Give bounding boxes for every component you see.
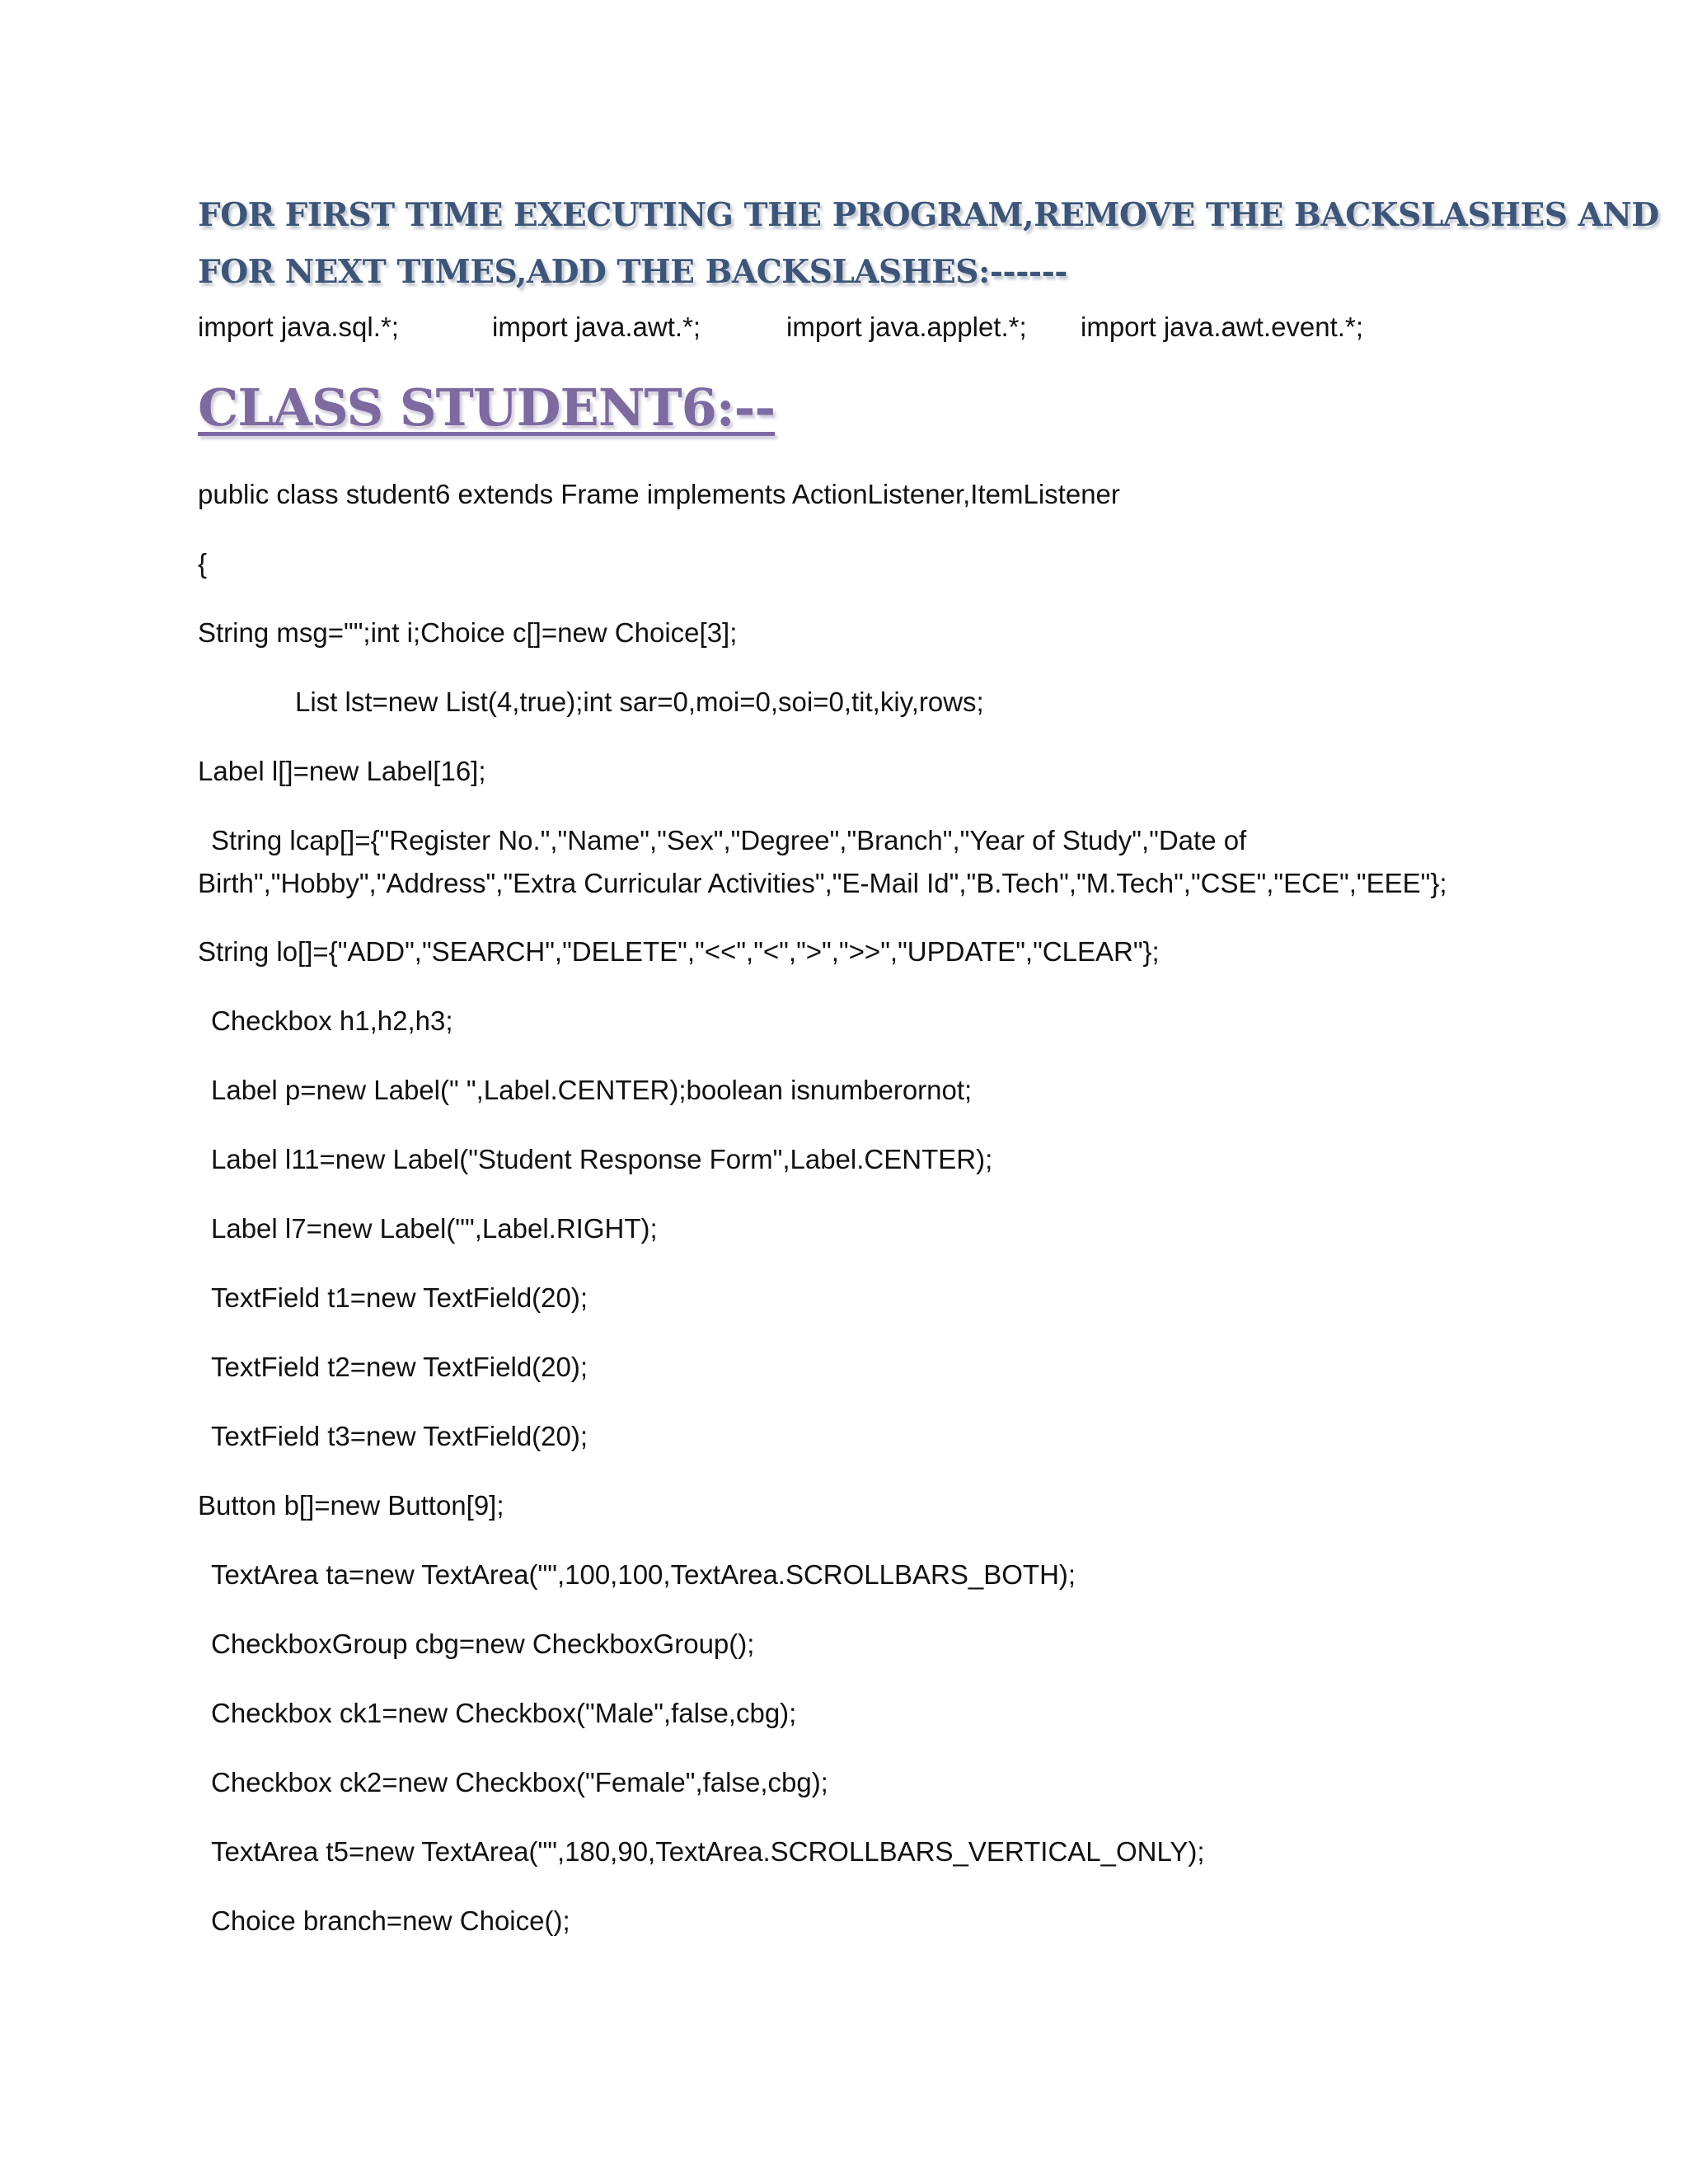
code-line-label-p: Label p=new Label(" ",Label.CENTER);boolean isnumberornot; [211, 1075, 973, 1105]
code-line-class-declaration: public class student6 extends Frame implements ActionListener,ItemListener [198, 479, 1120, 509]
code-line-lcap-2: Birth","Hobby","Address","Extra Curricular Activities","E-Mail Id","B.Tech","M.Tech","CSE","ECE","EEE"}; [198, 868, 1447, 898]
import-applet: import java.applet.*; [786, 312, 1027, 342]
code-line-lcap-1: String lcap[]={"Register No.","Name","Sex","Degree","Branch","Year of Study","Date of [211, 825, 1247, 855]
code-line-label-l7: Label l7=new Label("",Label.RIGHT); [211, 1213, 658, 1244]
code-line-textfield-t3: TextField t3=new TextField(20); [211, 1421, 588, 1451]
code-line-textfield-t1: TextField t1=new TextField(20); [211, 1282, 588, 1313]
code-line-label-array: Label l[]=new Label[16]; [198, 756, 486, 786]
code-line-checkbox-female: Checkbox ck2=new Checkbox("Female",false,cbg); [211, 1767, 828, 1797]
import-awt: import java.awt.*; [492, 312, 701, 342]
instruction-heading-line-2: FOR NEXT TIMES,ADD THE BACKSLASHES:------ [198, 253, 1067, 291]
import-sql: import java.sql.*; [198, 312, 399, 342]
code-line-textfield-t2: TextField t2=new TextField(20); [211, 1352, 588, 1382]
code-line-button-array: Button b[]=new Button[9]; [198, 1490, 504, 1521]
code-line-textarea-ta: TextArea ta=new TextArea("",100,100,TextArea.SCROLLBARS_BOTH); [211, 1559, 1076, 1590]
instruction-heading-line-1: FOR FIRST TIME EXECUTING THE PROGRAM,REMOVE THE BACKSLASHES AND [198, 196, 1659, 234]
code-line-checkbox-male: Checkbox ck1=new Checkbox("Male",false,cbg); [211, 1698, 797, 1728]
code-line-lo: String lo[]={"ADD","SEARCH","DELETE","<<","<",">",">>","UPDATE","CLEAR"}; [198, 936, 1160, 967]
code-line-msg: String msg="";int i;Choice c[]=new Choice[3]; [198, 617, 738, 648]
code-line-list: List lst=new List(4,true);int sar=0,moi=0,soi=0,tit,kiy,rows; [295, 687, 984, 717]
import-awt-event: import java.awt.event.*; [1081, 312, 1363, 342]
code-line-checkbox-h: Checkbox h1,h2,h3; [211, 1005, 453, 1036]
code-line-checkboxgroup: CheckboxGroup cbg=new CheckboxGroup(); [211, 1629, 755, 1659]
code-line-open-brace: { [198, 548, 208, 579]
code-line-textarea-t5: TextArea t5=new TextArea("",180,90,TextArea.SCROLLBARS_VERTICAL_ONLY); [211, 1836, 1205, 1867]
code-line-label-l11: Label l11=new Label("Student Response Form",Label.CENTER); [211, 1144, 993, 1174]
class-title: CLASS STUDENT6:-- [198, 377, 776, 438]
code-line-choice-branch: Choice branch=new Choice(); [211, 1905, 570, 1936]
